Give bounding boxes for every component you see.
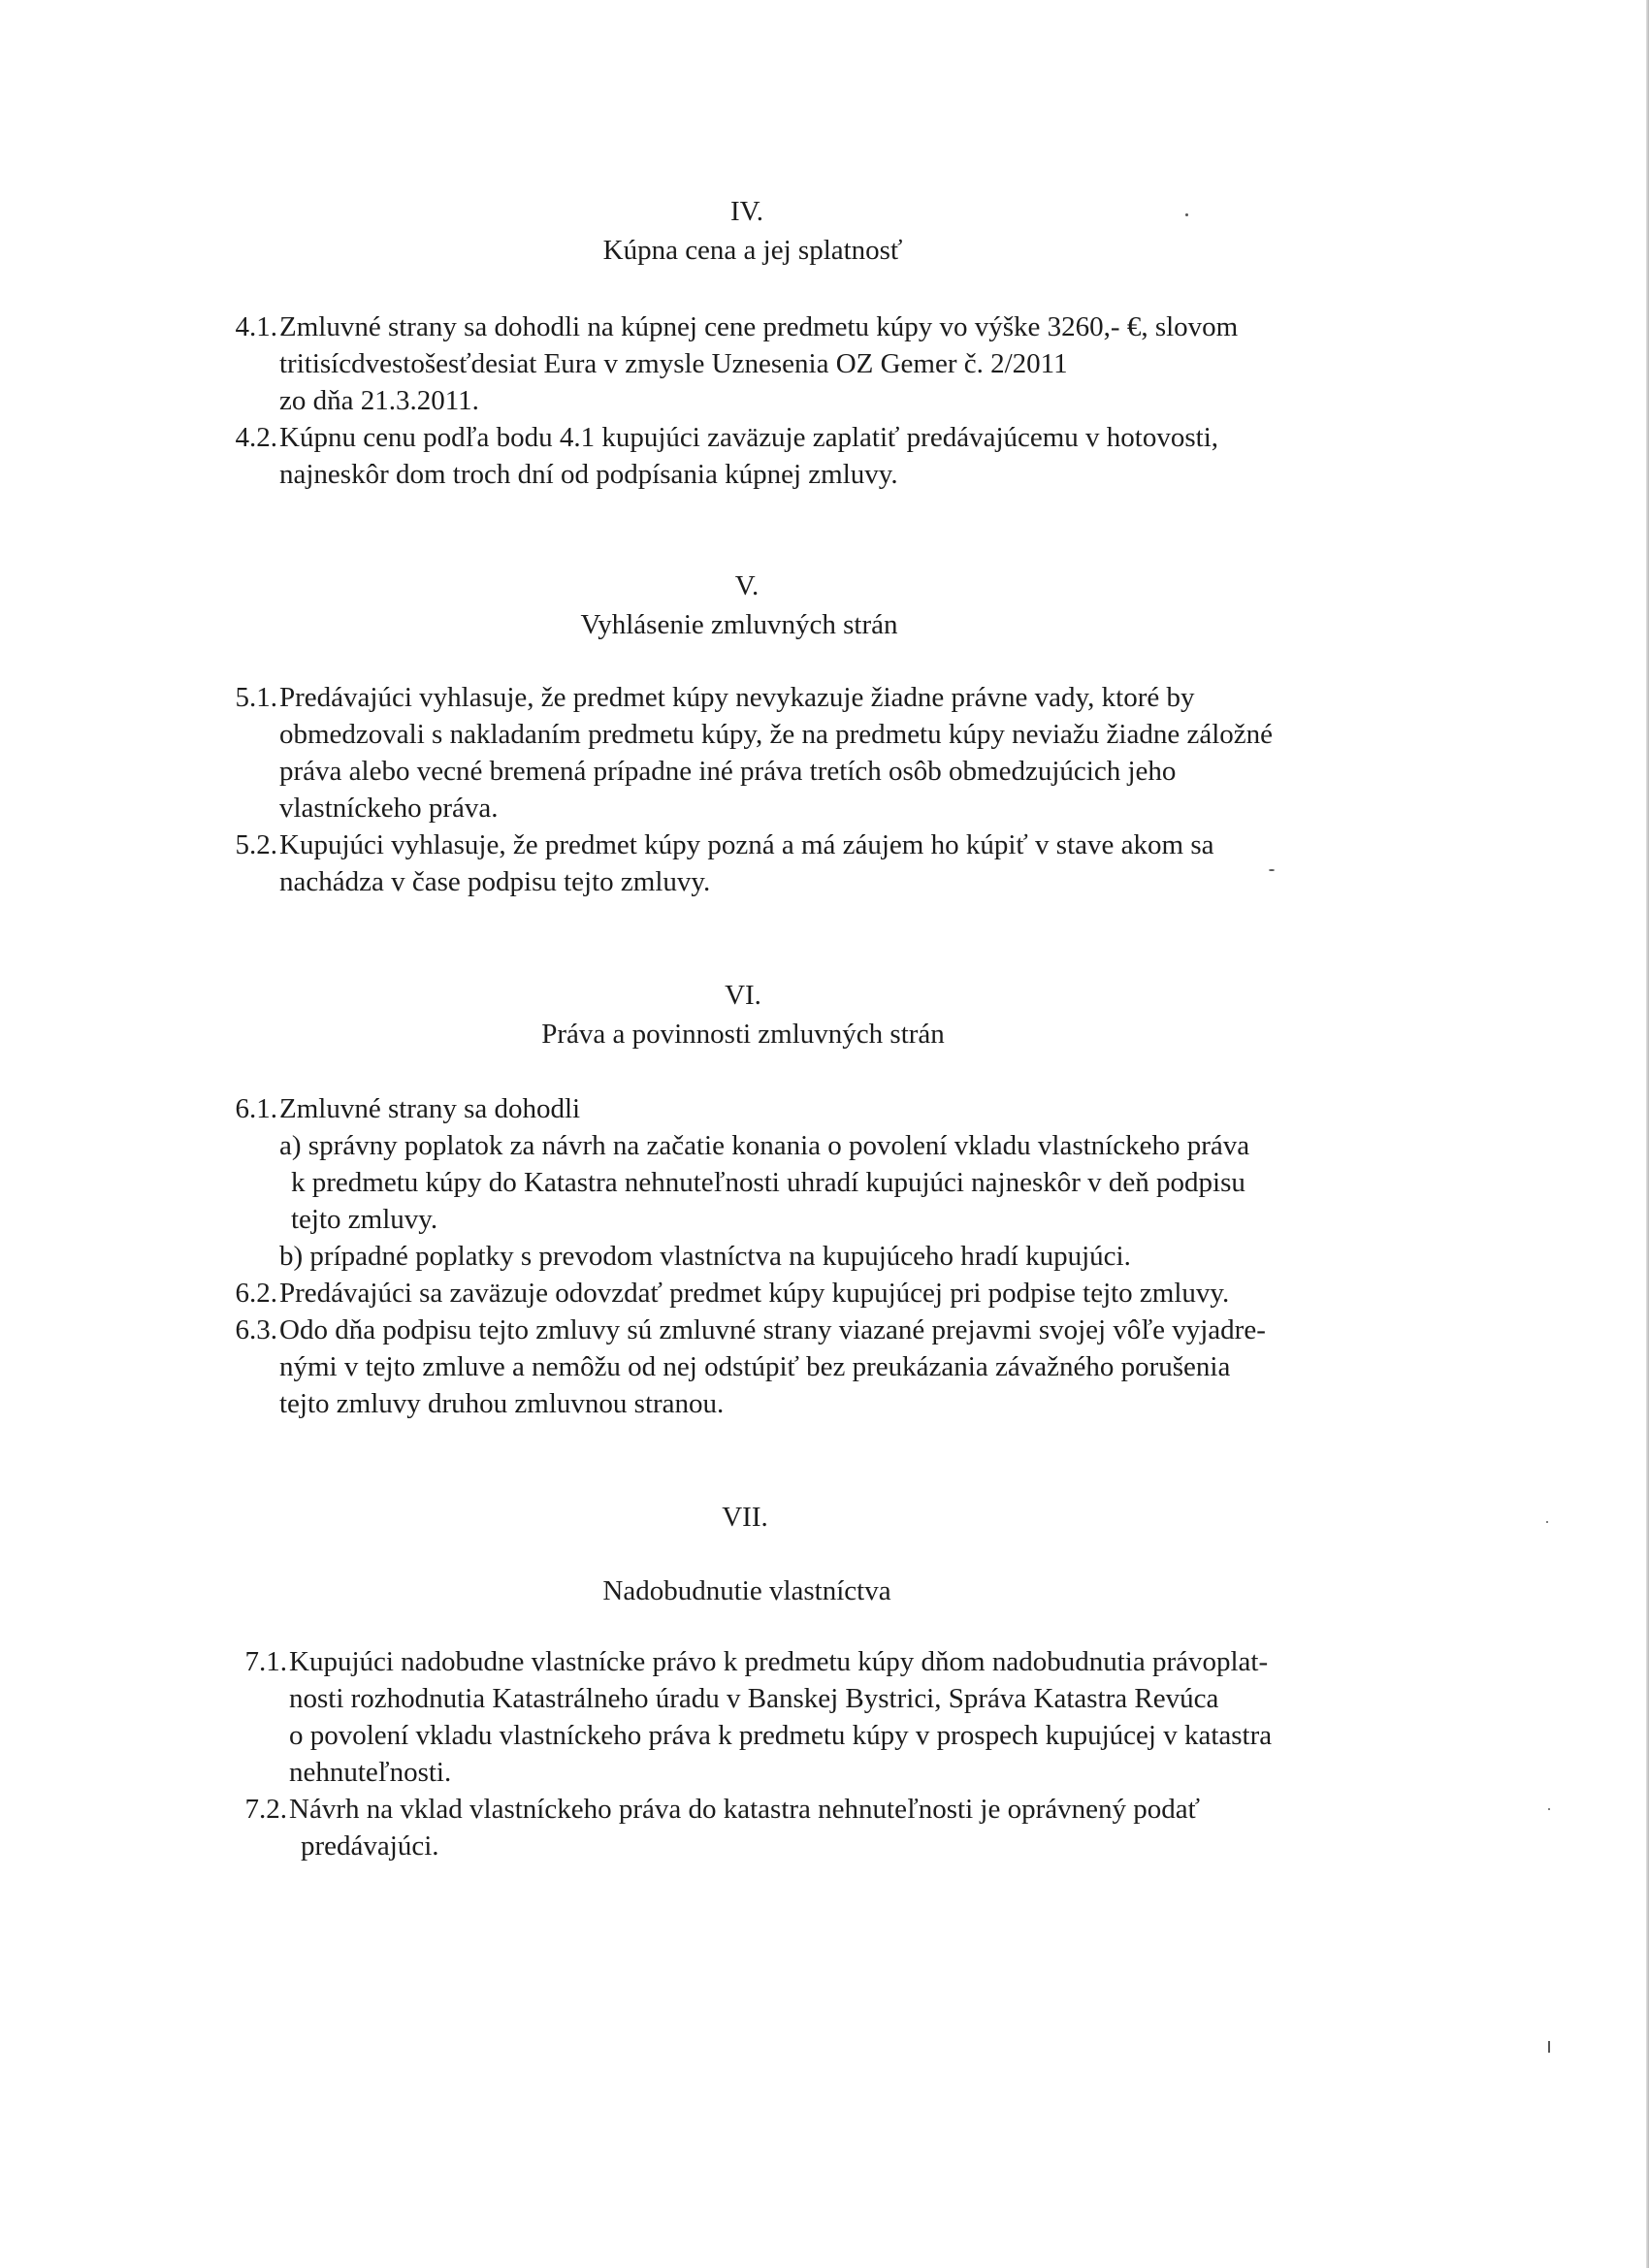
subitem-body — [279, 1127, 1249, 1238]
paragraph-body — [289, 1643, 1272, 1791]
section-vi-number: VI. — [725, 980, 761, 1011]
paragraph-number: 6.3. — [235, 1314, 277, 1345]
paragraph-number: 6.2. — [235, 1278, 277, 1309]
section-v-number: V. — [734, 570, 760, 601]
paragraph-body — [279, 1312, 1266, 1422]
section-vii-number: VII. — [722, 1502, 768, 1533]
section-v-title: Vyhlásenie zmluvných strán — [580, 609, 898, 640]
paragraph-number: 4.1. — [235, 311, 277, 342]
paragraph-line: zo dňa 21.3.2011. — [279, 385, 479, 416]
paragraph-line: o povolení vkladu vlastníckeho práva k predmetu kúpy v prospech kupujúcej v katastra — [289, 1720, 1273, 1751]
section-iv-title: Kúpna cena a jej splatnosť — [602, 235, 903, 266]
scan-speck — [1546, 1521, 1548, 1523]
paragraph-body — [279, 826, 1213, 900]
section-iv-number: IV. — [729, 196, 764, 227]
subitem-line: tejto zmluvy. — [291, 1204, 438, 1235]
paragraph-number: 6.1. — [235, 1093, 277, 1124]
subitem-line: a) správny poplatok za návrh na začatie konania o povolení vkladu vlastníckeho práva — [279, 1130, 1250, 1161]
section-vi-title: Práva a povinnosti zmluvných strán — [541, 1019, 945, 1050]
paragraph-body — [279, 419, 1218, 493]
paragraph-line: práva alebo vecné bremená prípadne iné práva tretích osôb obmedzujúcich jeho — [279, 756, 1177, 787]
paragraph-number: 7.2. — [244, 1794, 287, 1825]
section-vii-title: Nadobudnutie vlastníctva — [602, 1575, 891, 1606]
paragraph-number: 7.1. — [244, 1646, 287, 1677]
paragraph-line: najneskôr dom troch dní od podpísania kúpnej zmluvy. — [279, 459, 898, 490]
paragraph-line: Zmluvné strany sa dohodli — [279, 1093, 581, 1124]
paragraph-body — [279, 1275, 1229, 1312]
paragraph-body — [279, 679, 1273, 826]
scan-speck — [1548, 2041, 1550, 2053]
paragraph-line: vlastníckeho práva. — [279, 793, 499, 824]
paragraph-line: Kúpnu cenu podľa bodu 4.1 kupujúci zaväzuje zaplatiť predávajúcemu v hotovosti, — [279, 422, 1219, 453]
paragraph-line: predávajúci. — [301, 1831, 439, 1862]
paragraph-line: Zmluvné strany sa dohodli na kúpnej cene predmetu kúpy vo výške 3260,- €, slovom — [279, 311, 1239, 342]
paragraph-number: 5.2. — [235, 829, 277, 860]
paragraph-number: 4.2. — [235, 422, 277, 453]
paragraph-line: nehnuteľnosti. — [289, 1757, 452, 1788]
paragraph-line: obmedzovali s nakladaním predmetu kúpy, že na predmetu kúpy neviažu žiadne záložné — [279, 719, 1274, 750]
subitem-body — [279, 1238, 1131, 1275]
subitem-line: b) prípadné poplatky s prevodom vlastníctva na kupujúceho hradí kupujúci. — [279, 1241, 1131, 1272]
paragraph-body — [289, 1791, 1200, 1864]
paragraph-line: Návrh na vklad vlastníckeho práva do katastra nehnuteľnosti je oprávnený podať — [289, 1794, 1200, 1825]
scan-speck — [1185, 213, 1188, 216]
paragraph-line: Predávajúci vyhlasuje, že predmet kúpy nevykazuje žiadne právne vady, ktoré by — [279, 682, 1195, 713]
paragraph-line: Predávajúci sa zaväzuje odovzdať predmet kúpy kupujúcej pri podpise tejto zmluvy. — [279, 1278, 1230, 1309]
paragraph-body — [279, 308, 1238, 419]
scan-speck — [1269, 869, 1275, 871]
scan-speck — [1548, 1808, 1550, 1810]
subitem-line: k predmetu kúpy do Katastra nehnuteľnosti uhradí kupujúci najneskôr v deň podpisu — [291, 1167, 1245, 1198]
paragraph-line: nými v tejto zmluve a nemôžu od nej odstúpiť bez preukázania závažného porušenia — [279, 1351, 1231, 1382]
paragraph-body — [279, 1090, 580, 1127]
paragraph-line: nachádza v čase podpisu tejto zmluvy. — [279, 866, 711, 897]
paragraph-number: 5.1. — [235, 682, 277, 713]
paragraph-line: Kupujúci nadobudne vlastnícke právo k predmetu kúpy dňom nadobudnutia právoplat- — [289, 1646, 1269, 1677]
paragraph-line: Odo dňa podpisu tejto zmluvy sú zmluvné strany viazané prejavmi svojej vôľe vyjadre- — [279, 1314, 1266, 1345]
paragraph-line: tejto zmluvy druhou zmluvnou stranou. — [279, 1388, 725, 1419]
paragraph-line: Kupujúci vyhlasuje, že predmet kúpy pozná a má záujem ho kúpiť v stave akom sa — [279, 829, 1214, 860]
paragraph-line: nosti rozhodnutia Katastrálneho úradu v Banskej Bystrici, Správa Katastra Revúca — [289, 1683, 1219, 1714]
paragraph-line: tritisícdvestošesťdesiat Eura v zmysle Uznesenia OZ Gemer č. 2/2011 — [279, 348, 1068, 379]
